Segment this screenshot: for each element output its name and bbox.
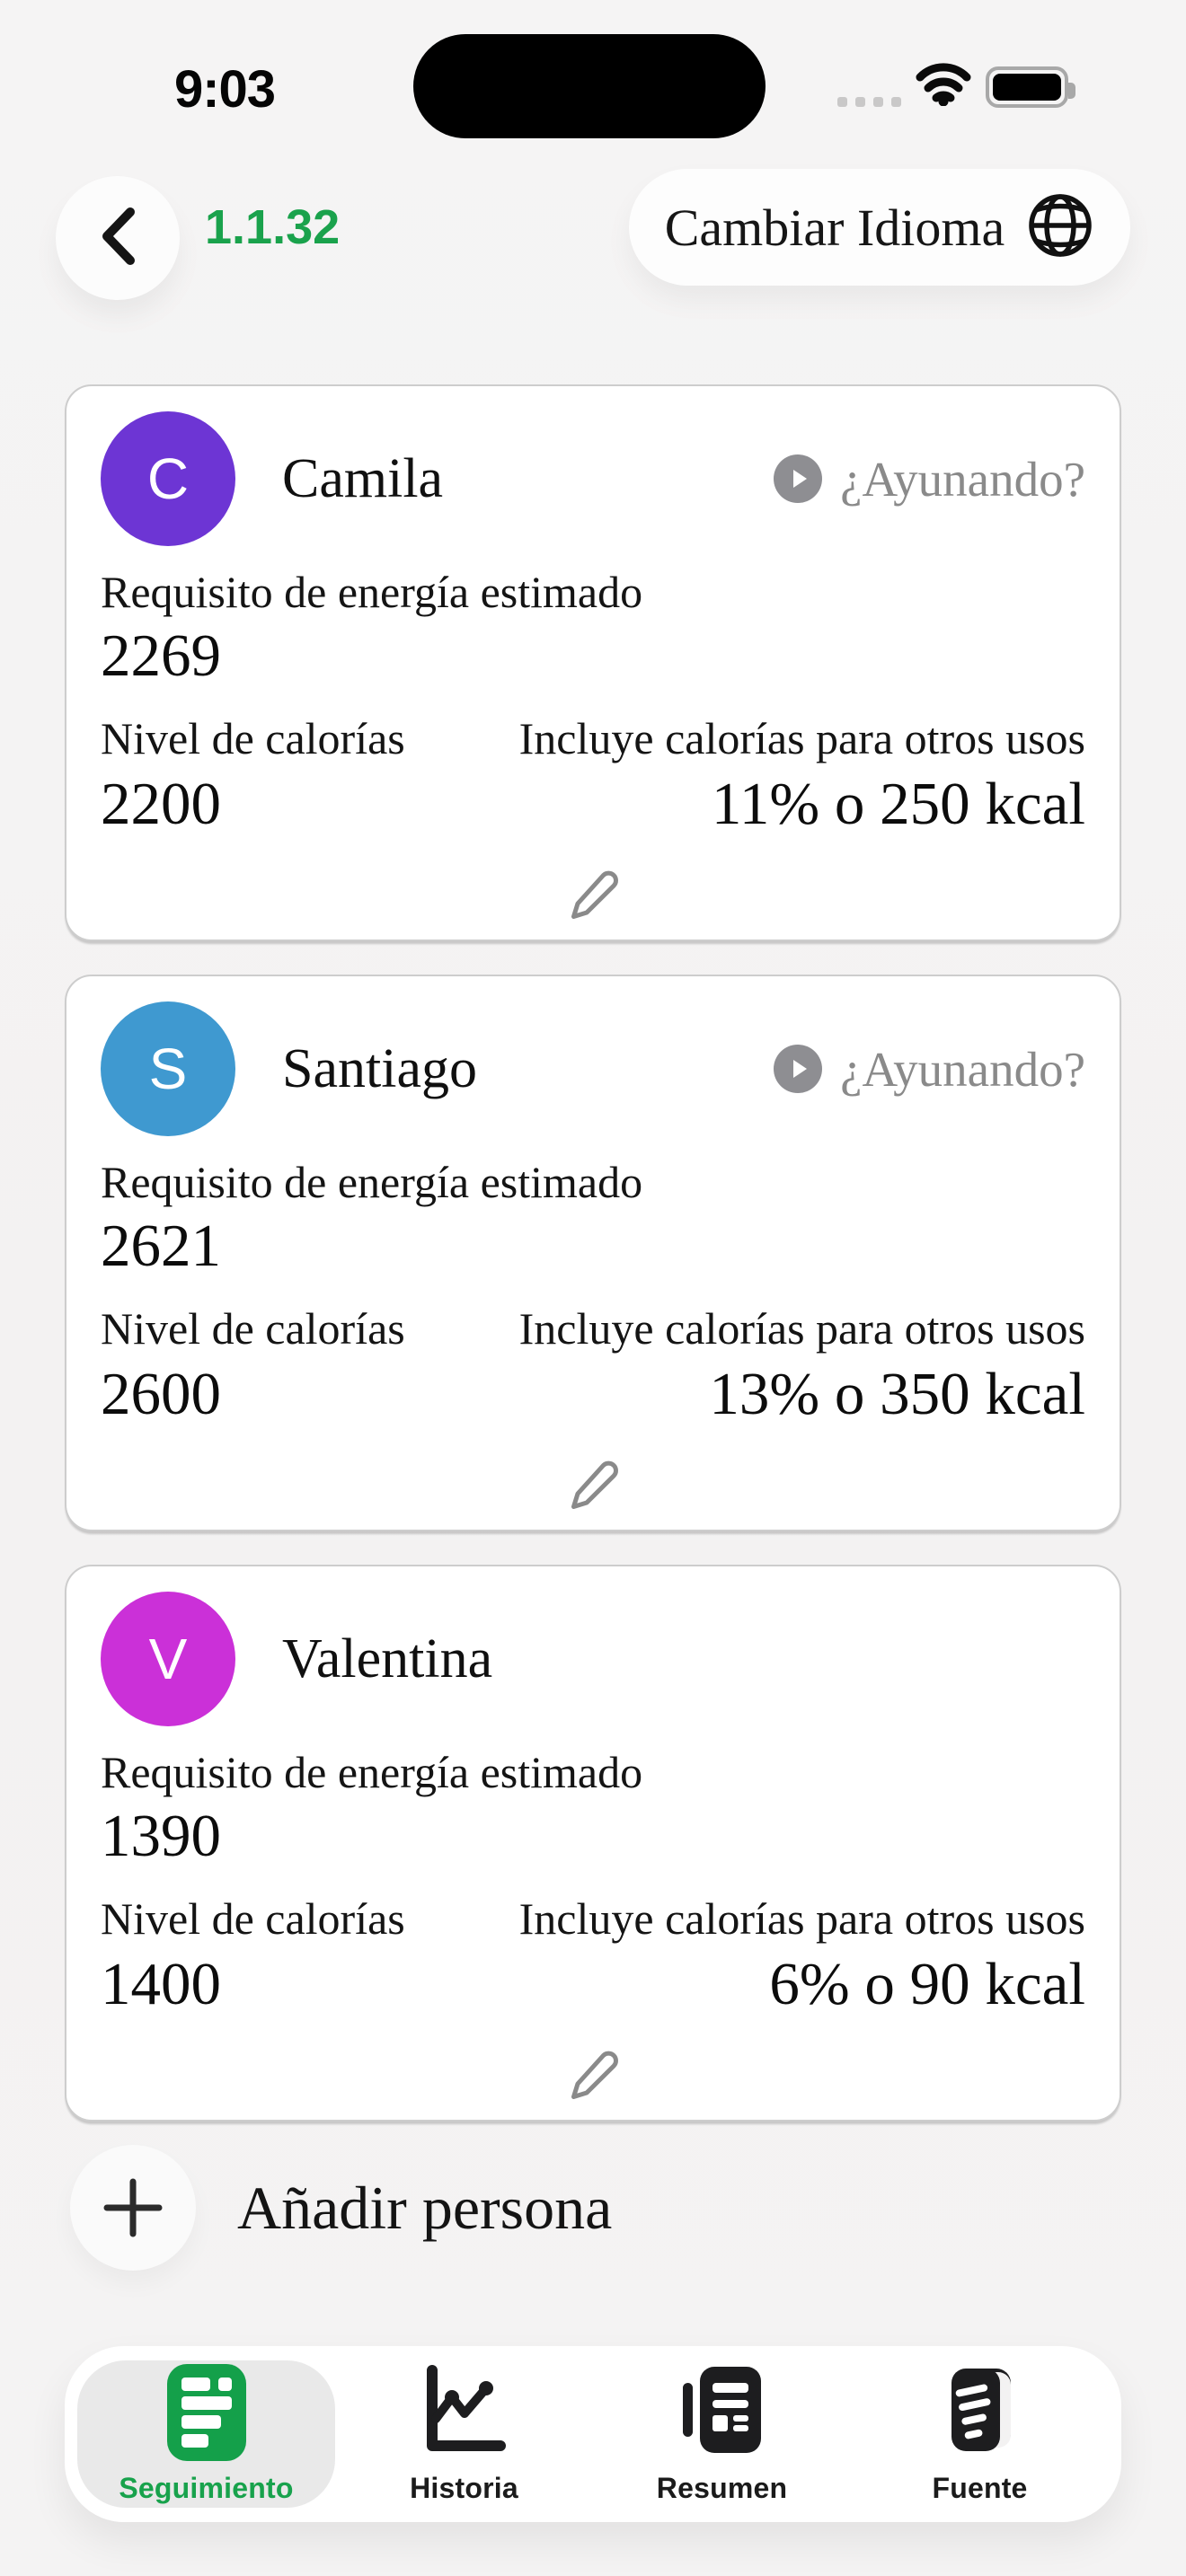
energy-requirement-value: 2269: [101, 622, 221, 689]
person-card-santiago: [65, 975, 1121, 1531]
avatar: C: [101, 411, 235, 546]
calorie-level-label: Nivel de calorías: [101, 1893, 405, 1945]
dynamic-island: [413, 34, 766, 138]
calorie-level-value: 2600: [101, 1361, 221, 1428]
calorie-level-value: 1400: [101, 1951, 221, 2018]
person-name: Santiago: [282, 1037, 477, 1099]
tab-resumen[interactable]: [593, 2360, 851, 2508]
other-uses-value: 6% o 90 kcal: [769, 1951, 1085, 2018]
fasting-toggle[interactable]: [774, 451, 1085, 507]
status-icons: [837, 63, 1068, 110]
calorie-level-label: Nivel de calorías: [101, 1303, 405, 1354]
add-person-button[interactable]: [70, 2145, 612, 2271]
tab-seguimiento[interactable]: [77, 2360, 335, 2508]
energy-requirement-label: Requisito de energía estimado: [101, 567, 643, 617]
avatar: S: [101, 1001, 235, 1136]
other-uses-label: Incluye calorías para otros usos: [518, 1303, 1085, 1354]
tracker-list-icon: [167, 2364, 246, 2461]
energy-requirement-label: Requisito de energía estimado: [101, 1157, 643, 1207]
person-card-valentina: [65, 1565, 1121, 2122]
tab-historia[interactable]: [335, 2360, 593, 2508]
person-name: Valentina: [282, 1628, 493, 1689]
change-language-button[interactable]: [629, 169, 1130, 286]
wifi-icon: [916, 63, 971, 110]
newspaper-icon: [677, 2363, 767, 2461]
energy-requirement-value: 2621: [101, 1213, 221, 1279]
energy-requirement-label: Requisito de energía estimado: [101, 1747, 643, 1797]
add-person-label: Añadir persona: [237, 2173, 613, 2242]
cellular-signal-icon: [837, 97, 901, 107]
tab-label: Historia: [410, 2472, 518, 2504]
tab-fuente[interactable]: [851, 2360, 1109, 2508]
chevron-left-icon: [98, 206, 137, 271]
other-uses-label: Incluye calorías para otros usos: [518, 1893, 1085, 1945]
calorie-level-label: Nivel de calorías: [101, 713, 405, 764]
fasting-label: ¿Ayunando?: [840, 451, 1085, 507]
energy-requirement-value: 1390: [101, 1803, 221, 1869]
back-button[interactable]: [56, 176, 180, 300]
line-chart-icon: [421, 2363, 508, 2461]
edit-pencil-icon[interactable]: [567, 868, 619, 924]
fasting-toggle[interactable]: [774, 1041, 1085, 1098]
change-language-label: Cambiar Idioma: [664, 198, 1005, 257]
calorie-level-value: 2200: [101, 771, 221, 838]
bottom-tab-bar: [65, 2346, 1121, 2522]
fasting-label: ¿Ayunando?: [840, 1041, 1085, 1097]
journal-icon: [937, 2363, 1023, 2461]
app-version: 1.1.32: [205, 200, 341, 254]
plus-icon: [70, 2145, 196, 2271]
other-uses-value: 13% o 350 kcal: [709, 1361, 1085, 1428]
globe-icon: [1026, 191, 1094, 264]
other-uses-value: 11% o 250 kcal: [711, 771, 1085, 838]
edit-pencil-icon[interactable]: [567, 1458, 619, 1514]
other-uses-label: Incluye calorías para otros usos: [518, 713, 1085, 764]
person-name: Camila: [282, 447, 444, 509]
avatar: V: [101, 1592, 235, 1726]
edit-pencil-icon[interactable]: [567, 2048, 619, 2104]
play-icon: [774, 1045, 822, 1093]
tab-label: Fuente: [932, 2472, 1028, 2504]
person-card-camila: [65, 384, 1121, 941]
battery-icon: [986, 66, 1068, 108]
tab-label: Resumen: [656, 2472, 788, 2504]
play-icon: [774, 454, 822, 503]
tab-label: Seguimiento: [119, 2471, 294, 2504]
status-time: 9:03: [173, 60, 276, 119]
person-card-list: [65, 384, 1121, 2122]
